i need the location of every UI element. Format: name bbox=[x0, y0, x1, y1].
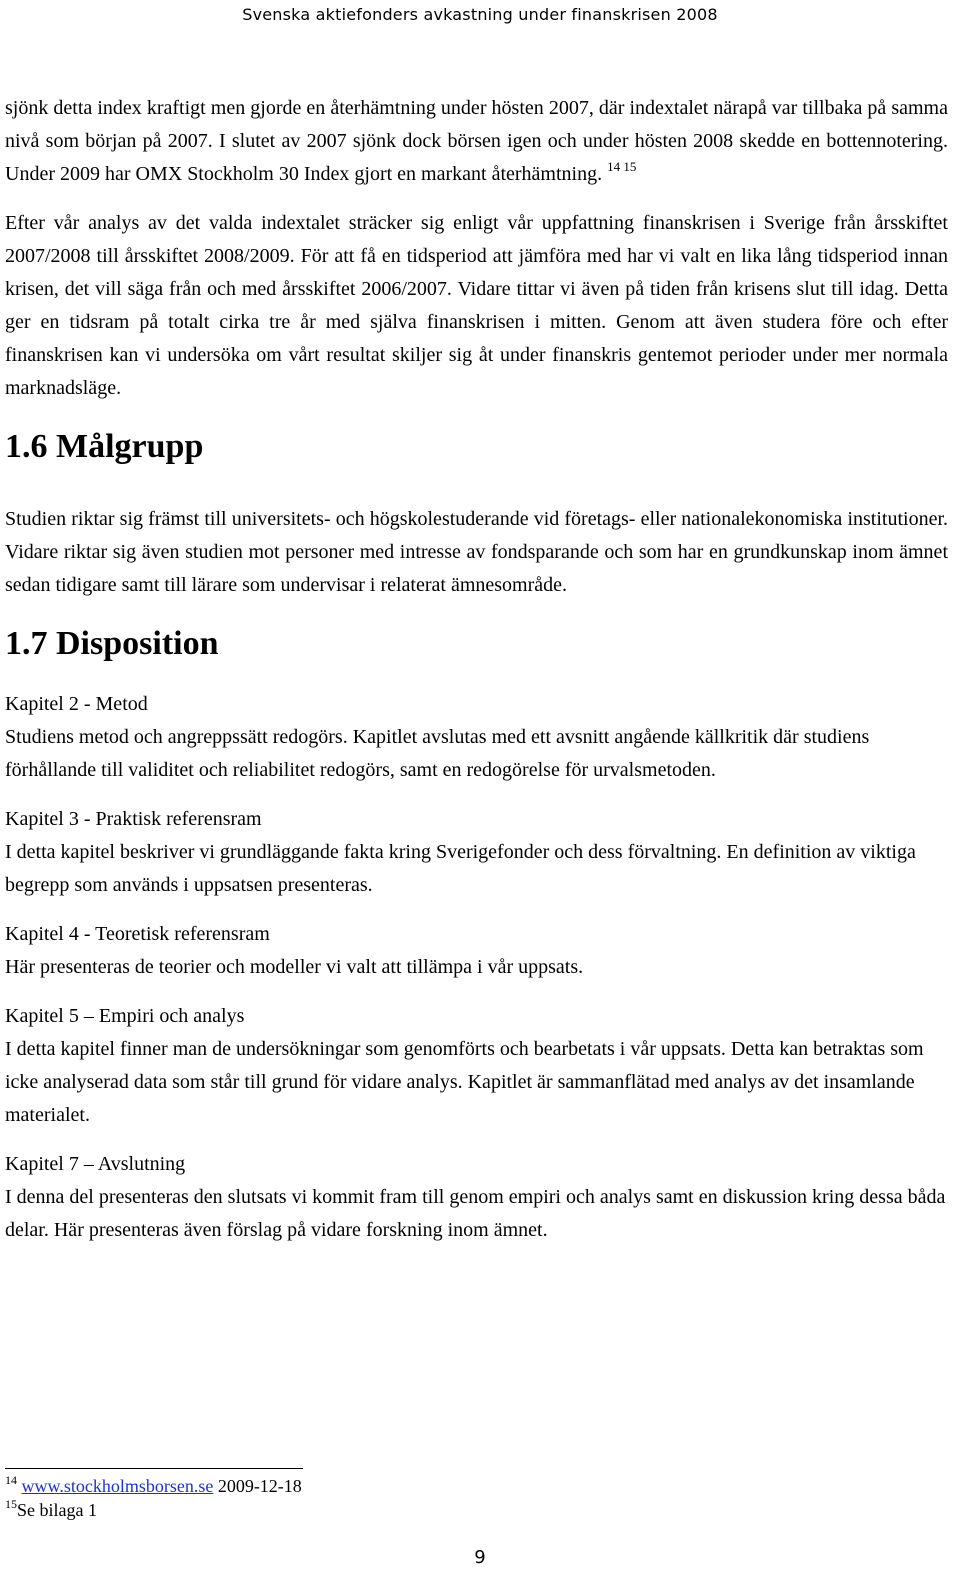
section-heading-malgrupp: 1.6 Målgrupp bbox=[5, 428, 204, 465]
paragraph-index-summary bbox=[5, 92, 948, 191]
chapter-description: I detta kapitel beskriver vi grundläggande fakta kring Sverigefonder och dess förvaltning. En definition av viktiga begrepp som används i uppsatsen presenteras. bbox=[5, 841, 916, 896]
chapter-title: Kapitel 3 - Praktisk referensram bbox=[5, 808, 262, 830]
chapter-entry bbox=[5, 688, 948, 787]
paragraph-target-group: Studien riktar sig främst till universitets- och högskolestuderande vid företags- eller nationalekonomiska institutioner. Vidare riktar sig även studien mot personer med intresse av fondsparande och som har en grundkunskap inom ämnet sedan tidigare samt till lärare som undervisar i relaterat ämnesområde. bbox=[5, 508, 948, 596]
footnote-15 bbox=[5, 1498, 605, 1522]
paragraph-analysis-period: Efter vår analys av det valda indextalet sträcker sig enligt vår uppfattning finanskrisen i Sverige från årsskiftet 2007/2008 till årsskiftet 2008/2009. För att få en tidsperiod att jämföra med har vi valt en lika lång tidsperiod innan krisen, det vill säga från och med årsskiftet 2006/2007. Vidare tittar vi även på tiden från krisens slut till idag. Detta ger en tidsram på totalt cirka tre år med själva finanskrisen i mitten. Genom att även studera före och efter finanskrisen kan vi undersöka om vårt resultat skiljer sig åt under finanskris gentemot perioder under mer normala marknadsläge. bbox=[5, 212, 948, 399]
chapter-entry bbox=[5, 1148, 948, 1247]
chapter-description: I detta kapitel finner man de undersökningar som genomförts och bearbetats i vår uppsats. Detta kan betraktas som icke analyserad data som står till grund för vidare analys. Kapitlet är sammanflätad med analys av det insamlande materialet. bbox=[5, 1038, 924, 1126]
chapter-entry bbox=[5, 1000, 948, 1132]
chapter-entry bbox=[5, 918, 948, 984]
footnote-date: 2009-12-18 bbox=[213, 1476, 302, 1496]
chapter-description: Studiens metod och angreppssätt redogörs. Kapitlet avslutas med ett avsnitt angående källkritik där studiens förhållande till validitet och reliabilitet redogörs, samt en redogörelse för urvalsmetoden. bbox=[5, 726, 870, 781]
footnote-link[interactable]: www.stockholmsborsen.se bbox=[21, 1476, 214, 1496]
chapter-title: Kapitel 5 – Empiri och analys bbox=[5, 1005, 245, 1027]
footnotes bbox=[5, 1474, 605, 1522]
page-body bbox=[5, 92, 948, 1247]
page-number: 9 bbox=[474, 1547, 486, 1568]
chapter-title: Kapitel 4 - Teoretisk referensram bbox=[5, 923, 270, 945]
chapter-description: Här presenteras de teorier och modeller vi valt att tillämpa i vår uppsats. bbox=[5, 956, 584, 978]
footnote-number: 15 bbox=[5, 1497, 17, 1511]
footnote-14 bbox=[5, 1474, 605, 1498]
footnote-text: Se bilaga 1 bbox=[17, 1500, 97, 1520]
footnote-divider bbox=[5, 1468, 303, 1469]
running-header: Svenska aktiefonders avkastning under finanskrisen 2008 bbox=[242, 5, 718, 24]
section-heading-disposition: 1.7 Disposition bbox=[5, 625, 219, 662]
chapter-entry bbox=[5, 803, 948, 902]
chapter-title: Kapitel 7 – Avslutning bbox=[5, 1153, 186, 1175]
chapter-description: I denna del presenteras den slutsats vi kommit fram till genom empiri och analys samt en diskussion kring dessa båda delar. Här presenteras även förslag på vidare forskning inom ämnet. bbox=[5, 1186, 946, 1241]
chapter-list bbox=[5, 688, 948, 1247]
footnote-refs: 14 15 bbox=[607, 159, 637, 174]
chapter-title: Kapitel 2 - Metod bbox=[5, 693, 148, 715]
footnote-number: 14 bbox=[5, 1473, 17, 1487]
paragraph-text: sjönk detta index kraftigt men gjorde en återhämtning under hösten 2007, där indextalet närapå var tillbaka på samma nivå som början på 2007. I slutet av 2007 sjönk dock börsen igen och under hösten 2008 skedde en bottennotering. Under 2009 har OMX Stockholm 30 Index gjort en markant återhämtning. bbox=[5, 97, 948, 185]
